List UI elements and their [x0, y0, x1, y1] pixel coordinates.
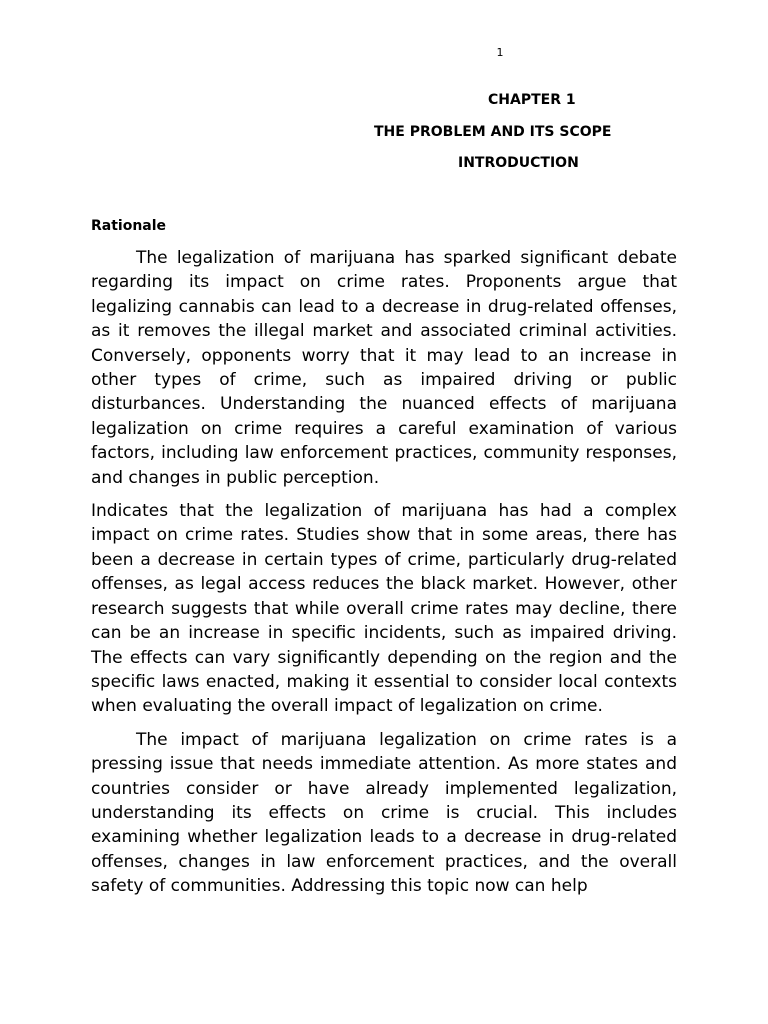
- paragraph-1: The legalization of marijuana has sparked significant debate regarding its impact on crime rates. Proponents argue that legalizing cannabis can lead to a decrease in drug-related offenses, as it removes the illegal market and associated criminal activities. Conversely, opponents worry that it may lead to an increase in other types of crime, such as impaired driving or public disturbances. Understanding the nuanced effects of marijuana legalization on crime requires a careful examination of various factors, including law enforcement practices, community responses, and changes in public perception.: [91, 248, 677, 488]
- chapter-title: THE PROBLEM AND ITS SCOPE: [374, 124, 612, 140]
- subsection-heading-rationale: Rationale: [91, 218, 167, 234]
- body-text: [91, 246, 677, 908]
- page-number: 1: [496, 46, 504, 59]
- chapter-heading: CHAPTER 1: [488, 92, 576, 108]
- section-heading-introduction: INTRODUCTION: [458, 155, 579, 171]
- paragraph-2: Indicates that the legalization of marijuana has had a complex impact on crime rates. Studies show that in some areas, there has been a decrease in certain types of crime, particularly drug-related offenses, as legal access reduces the black market. However, other research suggests that while overall crime rates may decline, there can be an increase in specific incidents, such as impaired driving. The effects can vary significantly depending on the region and the specific laws enacted, making it essential to consider local contexts when evaluating the overall impact of legalization on crime.: [91, 501, 677, 717]
- paragraph-3: The impact of marijuana legalization on crime rates is a pressing issue that needs immediate attention. As more states and countries consider or have already implemented legalization, understanding its effects on crime is crucial. This includes examining whether legalization leads to a decrease in drug-related offenses, changes in law enforcement practices, and the overall safety of communities. Addressing this topic now can help: [91, 729, 677, 897]
